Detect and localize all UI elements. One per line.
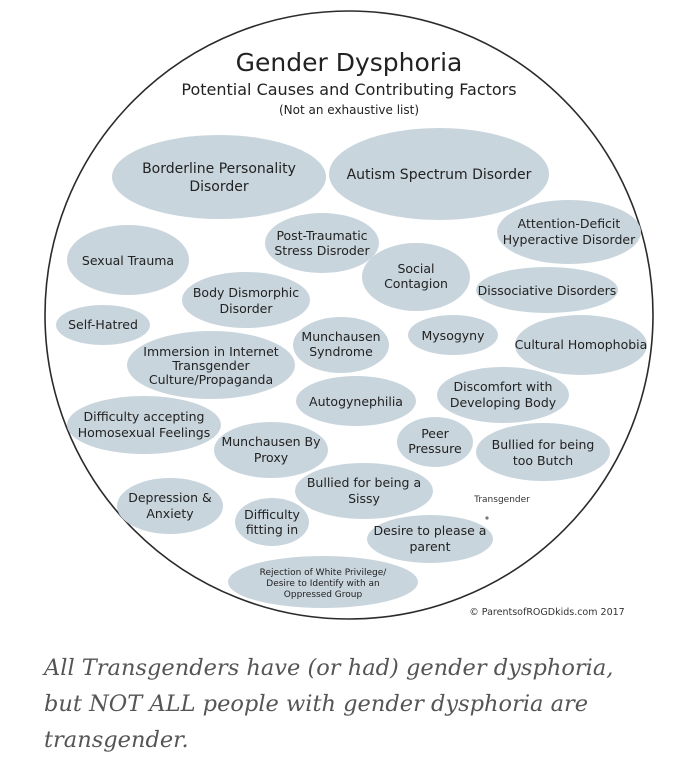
bubble-label: Depression &	[128, 490, 212, 505]
caption-line-2: but NOT ALL people with gender dysphoria are	[44, 691, 589, 717]
bubble-self-hatred	[56, 305, 150, 345]
bubble-label: Discomfort with	[453, 379, 553, 394]
bubble-label: Body Dismorphic	[192, 285, 300, 300]
bubble-label: Sissy	[348, 491, 380, 506]
bubble-label: Dissociative Disorders	[477, 283, 617, 298]
bubble-label: Developing Body	[449, 395, 557, 410]
caption	[44, 650, 674, 758]
bubble-too-butch	[476, 423, 610, 481]
bubble-label: Social	[397, 261, 435, 276]
bubble-mysogyny	[408, 315, 498, 355]
caption-line-3: transgender.	[44, 727, 189, 753]
bubble-label: Transgender	[172, 358, 250, 373]
bubble-bpd	[112, 135, 326, 219]
bubble-label: Homosexual Feelings	[77, 425, 211, 440]
bubble-label: Pressure	[408, 441, 462, 456]
bubble-please-parent	[367, 515, 493, 563]
bubble-label: Hyperactive Disorder	[502, 232, 636, 247]
bubble-label: too Butch	[512, 453, 574, 468]
bubble-label: Cultural Homophobia	[514, 337, 648, 352]
bubble-label: Post-Traumatic	[276, 228, 368, 243]
bubble-label: Borderline Personality	[142, 161, 296, 177]
bubble-label: Sexual Trauma	[81, 253, 175, 268]
diagram-note: (Not an exhaustive list)	[278, 103, 420, 117]
bubble-label: fitting in	[245, 522, 299, 537]
bubble-label: Proxy	[253, 450, 289, 465]
bubble-label: Immersion in Internet	[143, 344, 279, 359]
bubble-label: Difficulty accepting	[83, 409, 205, 424]
bubble-label: Desire to Identify with an	[266, 579, 380, 589]
bubble-discomfort	[437, 367, 569, 423]
bubble-label: Rejection of White Privilege/	[259, 568, 387, 578]
bubble-cultural-homophobia	[515, 315, 648, 375]
bubble-label: Anxiety	[146, 506, 194, 521]
bubble-label: Disorder	[189, 179, 249, 195]
bubble-munchausen	[293, 317, 389, 373]
bubble-white-privilege	[228, 556, 418, 608]
bubble-label: Munchausen By	[221, 434, 321, 449]
bubble-label: Culture/Propaganda	[148, 372, 274, 387]
bubble-sissy	[295, 463, 433, 519]
bubble-homosexual-feelings	[67, 396, 221, 454]
bubble-dissociative	[476, 267, 618, 313]
bubble-label: Syndrome	[309, 344, 373, 359]
bubble-immersion	[127, 331, 295, 399]
bubble-label: Peer	[421, 426, 449, 441]
caption-line-1: All Transgenders have (or had) gender dysphoria,	[44, 655, 614, 681]
bubble-label: Self-Hatred	[68, 317, 138, 332]
bubble-label: Bullied for being a	[306, 475, 422, 490]
diagram-subtitle: Potential Causes and Contributing Factors	[181, 80, 517, 99]
bubble-label: Munchausen	[301, 329, 381, 344]
bubble-label: Disorder	[219, 301, 273, 316]
bubble-label: Attention-Deficit	[517, 216, 621, 231]
bubble-autogynephilia	[296, 376, 416, 426]
bubble-label: Stress Disroder	[274, 243, 370, 258]
diagram-title: Gender Dysphoria	[235, 48, 463, 77]
bubble-asd	[329, 128, 549, 220]
bubble-ptsd	[265, 213, 379, 273]
bubble-depression	[117, 478, 223, 534]
bubble-sexual-trauma	[67, 225, 189, 295]
bubble-label: Mysogyny	[421, 328, 485, 343]
bubble-peer-pressure	[397, 417, 473, 467]
bubble-social-contagion	[362, 243, 470, 311]
bubble-label: Bullied for being	[491, 437, 595, 452]
transgender-dot	[485, 516, 488, 519]
bubble-fitting-in	[235, 498, 309, 546]
bubble-munchausen-proxy	[214, 422, 328, 478]
bubble-label: Desire to please a	[373, 523, 487, 538]
bubble-label: Autism Spectrum Disorder	[346, 167, 532, 183]
transgender-label: Transgender	[474, 495, 530, 505]
bubble-label: Oppressed Group	[283, 590, 363, 600]
copyright-credit: © ParentsofROGDkids.com 2017	[469, 607, 625, 618]
bubble-body-dysmorphic	[182, 272, 310, 328]
bubble-label: Contagion	[384, 276, 448, 291]
bubble-label: Autogynephilia	[309, 394, 403, 409]
bubble-label: parent	[409, 539, 451, 554]
bubble-adhd	[497, 200, 641, 264]
bubble-label: Difficulty	[244, 507, 300, 522]
